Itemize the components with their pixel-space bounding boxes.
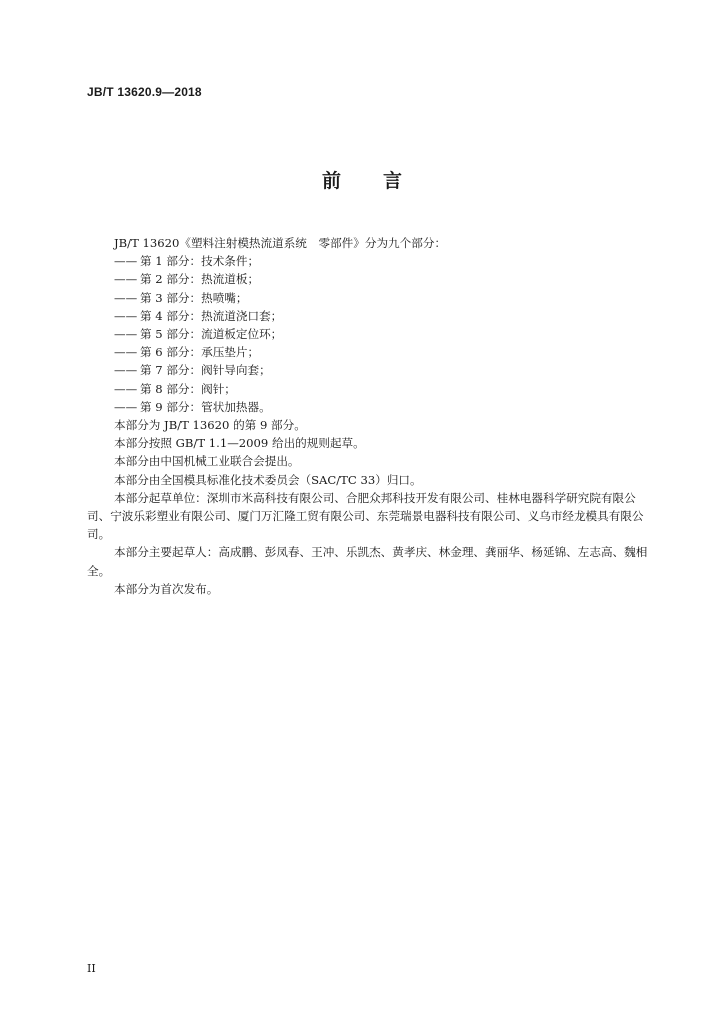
part-list-item [87, 289, 657, 307]
part-list-item [87, 307, 657, 325]
drafters-paragraph: 本部分主要起草人：高成鹏、彭凤春、王冲、乐凯杰、黄孝庆、林金理、龚丽华、杨延锦、左志高、魏相全。 [87, 545, 648, 578]
standard-code: JB/T 13620.9—2018 [87, 85, 202, 99]
part-text: 第 4 部分：热流道浇口套； [140, 308, 283, 323]
part-list-item [87, 252, 657, 270]
page-title [0, 166, 724, 193]
part-list-item [87, 325, 657, 343]
title-char-1: 前 [321, 170, 341, 192]
dash-mark: —— [114, 290, 138, 305]
part-text: 第 7 部分：阀针导向套； [140, 363, 271, 378]
dash-mark: —— [114, 399, 138, 414]
dash-mark: —— [114, 345, 138, 360]
intro-paragraph: JB/T 13620《塑料注射模热流道系统 零部件》分为九个部分： [114, 236, 447, 250]
part-text: 第 6 部分：承压垫片； [140, 345, 260, 360]
foreword-body [87, 234, 657, 598]
statement-part-number: 本部分为 JB/T 13620 的第 9 部分。 [114, 418, 306, 433]
part-list-item [87, 270, 657, 288]
part-text: 第 1 部分：技术条件； [140, 254, 260, 269]
part-list-item [87, 361, 657, 379]
statement-committee: 本部分由全国模具标准化技术委员会（SAC/TC 33）归口。 [114, 472, 422, 487]
dash-mark: —— [114, 308, 138, 323]
part-list-item [87, 398, 657, 416]
part-text: 第 2 部分：热流道板； [140, 272, 260, 287]
statement-drafting-rules: 本部分按照 GB/T 1.1—2009 给出的规则起草。 [114, 436, 365, 451]
part-text: 第 8 部分：阀针； [140, 381, 236, 396]
part-list-item [87, 343, 657, 361]
part-text: 第 3 部分：热喷嘴； [140, 290, 248, 305]
dash-mark: —— [114, 254, 138, 269]
title-char-2: 言 [383, 170, 403, 192]
dash-mark: —— [114, 363, 138, 378]
dash-mark: —— [114, 327, 138, 342]
first-release-statement: 本部分为首次发布。 [114, 581, 219, 596]
statement-proposer: 本部分由中国机械工业联合会提出。 [114, 454, 300, 469]
drafting-units-paragraph: 本部分起草单位：深圳市米高科技有限公司、合肥众邦科技开发有限公司、桂林电器科学研究院有限公司、宁波乐彩塑业有限公司、厦门万汇隆工贸有限公司、东莞瑞景电器科技有限公司、义乌市经龙模具有限公司。 [87, 490, 644, 542]
part-text: 第 5 部分：流道板定位环； [140, 327, 283, 342]
dash-mark: —— [114, 272, 138, 287]
part-text: 第 9 部分：管状加热器。 [140, 399, 271, 414]
part-list-item [87, 380, 657, 398]
page-number: II [87, 962, 96, 975]
dash-mark: —— [114, 381, 138, 396]
